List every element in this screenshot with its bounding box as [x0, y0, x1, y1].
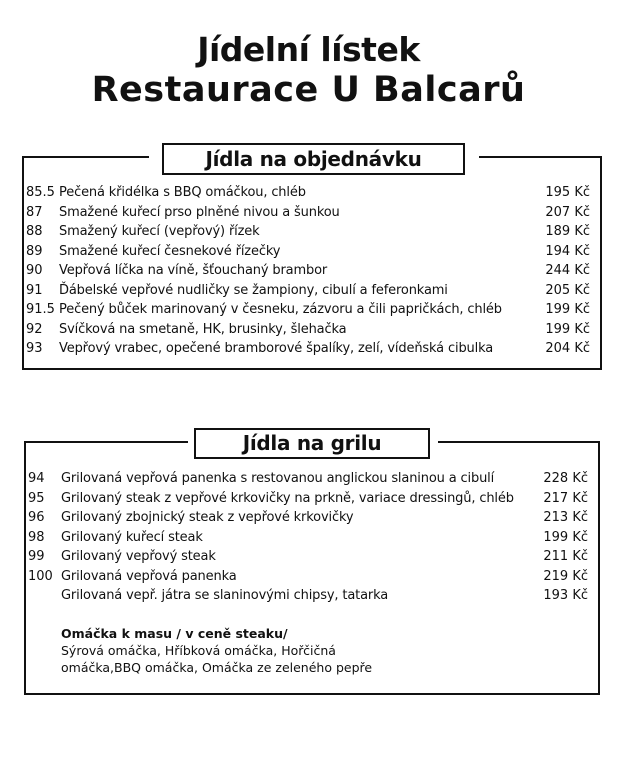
menu-item	[24, 242, 600, 262]
item-name: Smažené kuřecí česnekové řízečky	[59, 243, 281, 259]
menu-item	[26, 528, 598, 548]
item-number: 96	[28, 510, 45, 525]
item-price: 199 Kč	[545, 302, 590, 317]
item-name: Grilovaná vepřová panenka s restovanou anglickou slaninou a cibulí	[61, 471, 495, 486]
item-price: 193 Kč	[543, 588, 588, 603]
item-number: 94	[28, 471, 45, 486]
menu-item	[24, 281, 600, 301]
menu-item	[24, 320, 600, 340]
item-price: 211 Kč	[543, 549, 588, 564]
menu-item	[24, 300, 600, 320]
section-border-line	[479, 156, 602, 158]
item-number: 92	[26, 321, 43, 337]
section-on-order	[22, 147, 602, 370]
menu-item	[24, 222, 600, 242]
item-name: Grilovaná vepř. játra se slaninovými chipsy, tatarka	[61, 588, 389, 603]
item-name: Pečená křidélka s BBQ omáčkou, chléb	[59, 185, 306, 200]
section-title: Jídla na objednávku	[205, 147, 422, 171]
item-name: Pečený bůček marinovaný v česneku, zázvoru a čili papričkách, chléb	[59, 302, 502, 317]
item-name: Grilovaný vepřový steak	[61, 549, 216, 564]
menu-item-list	[24, 183, 600, 359]
item-price: 199 Kč	[545, 321, 590, 337]
item-price: 189 Kč	[545, 224, 590, 239]
item-price: 194 Kč	[545, 243, 590, 259]
item-name: Grilovaná vepřová panenka	[61, 568, 237, 584]
item-price: 228 Kč	[543, 471, 588, 486]
menu-item	[24, 339, 600, 359]
item-name: Grilovaný kuřecí steak	[61, 529, 203, 545]
section-border-line	[24, 441, 188, 443]
menu-item	[24, 261, 600, 281]
item-price: 219 Kč	[543, 568, 588, 584]
section-title-box	[162, 143, 465, 175]
item-number: 90	[26, 263, 43, 278]
item-price: 204 Kč	[545, 341, 590, 356]
item-number: 98	[28, 529, 45, 545]
item-number: 95	[28, 490, 45, 506]
item-name: Vepřový vrabec, opečené bramborové špalíky, zelí, vídeňská cibulka	[59, 341, 494, 356]
menu-item	[26, 586, 598, 606]
item-number: 99	[28, 549, 45, 564]
item-number: 85.5	[26, 185, 55, 200]
item-number: 87	[26, 204, 43, 220]
item-price: 195 Kč	[545, 185, 590, 200]
item-name: Svíčková na smetaně, HK, brusinky, šlehačka	[59, 321, 347, 337]
item-number: 89	[26, 243, 43, 259]
item-number: 93	[26, 341, 43, 356]
section-grill	[24, 431, 600, 695]
item-price: 217 Kč	[543, 490, 588, 506]
item-number: 100	[28, 568, 53, 584]
item-price: 244 Kč	[545, 263, 590, 278]
section-title-box	[194, 428, 430, 459]
sauce-list-line: Sýrová omáčka, Hříbková omáčka, Hořčičná	[61, 643, 336, 658]
item-number: 88	[26, 224, 43, 239]
menu-item	[26, 508, 598, 528]
item-price: 213 Kč	[543, 510, 588, 525]
menu-title: Jídelní lístek	[197, 30, 420, 69]
item-price: 207 Kč	[545, 204, 590, 220]
item-number: 91.5	[26, 302, 55, 317]
item-name: Smažené kuřecí prso plněné nivou a šunkou	[59, 204, 340, 220]
item-name: Grilovaný steak z vepřové krkovičky na prkně, variace dressingů, chléb	[61, 490, 514, 506]
section-title: Jídla na grilu	[242, 431, 382, 455]
item-price: 199 Kč	[543, 529, 588, 545]
sauce-list-line: omáčka,BBQ omáčka, Omáčka ze zeleného pepře	[61, 660, 373, 675]
sauce-note	[61, 625, 372, 676]
item-name: Smažený kuřecí (vepřový) řízek	[59, 224, 260, 239]
restaurant-name: Restaurace U Balcarů	[91, 70, 526, 110]
menu-item	[24, 203, 600, 223]
menu-item	[26, 469, 598, 489]
item-price: 205 Kč	[545, 282, 590, 298]
menu-item	[26, 547, 598, 567]
sauce-title: Omáčka k masu / v ceně steaku/	[61, 626, 288, 641]
item-name: Ďábelské vepřové nudličky se žampiony, cibulí a feferonkami	[59, 282, 448, 298]
menu-item-list	[26, 469, 598, 606]
menu-item	[24, 183, 600, 203]
section-border-line	[438, 441, 600, 443]
section-border-line	[22, 156, 149, 158]
item-name: Grilovaný zbojnický steak z vepřové krkovičky	[61, 510, 354, 525]
item-number: 91	[26, 282, 43, 298]
item-name: Vepřová líčka na víně, šťouchaný brambor	[59, 263, 328, 278]
menu-item	[26, 567, 598, 587]
menu-item	[26, 489, 598, 509]
